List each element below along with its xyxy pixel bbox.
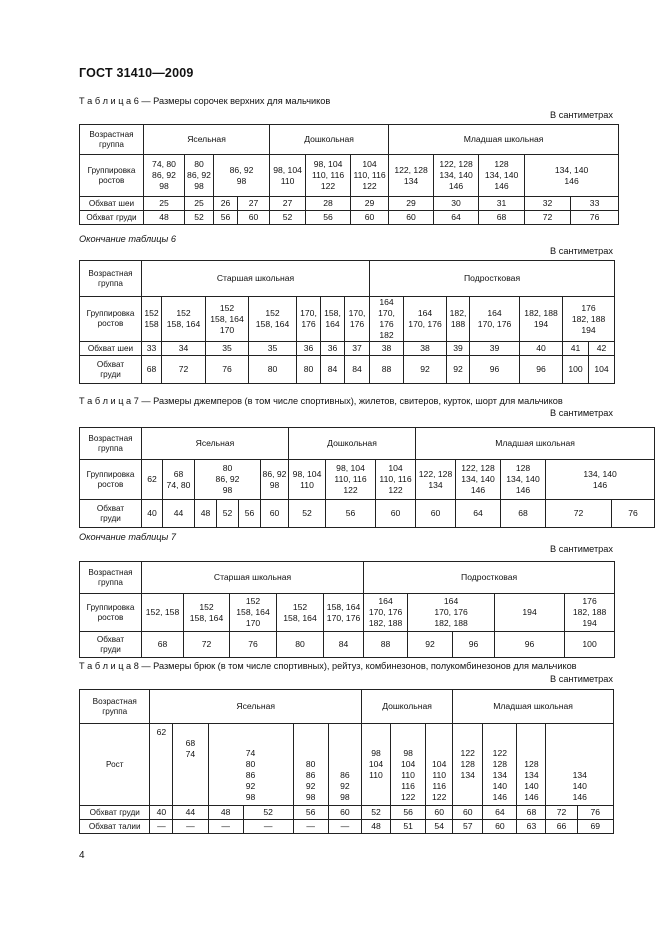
chest-cell: 56 xyxy=(293,806,328,820)
chest-cell: 100 xyxy=(565,632,615,658)
table7b-units: В сантиметрах xyxy=(550,544,613,554)
chest-cell: 44 xyxy=(173,806,208,820)
growth-cell: 164 170, 176 xyxy=(470,297,520,342)
age-group-preschool: Дошкольная xyxy=(361,690,452,724)
row-label-height: Рост xyxy=(80,724,150,806)
age-group-senior-school: Старшая школьная xyxy=(142,562,364,594)
chest-cell: 76 xyxy=(612,500,655,528)
table6b-row-neck xyxy=(80,342,615,356)
row-label-growth: Группировка ростов xyxy=(80,155,144,197)
table6b-row-age xyxy=(80,261,615,297)
chest-cell: 72 xyxy=(525,211,571,225)
table6-units: В сантиметрах xyxy=(550,110,613,120)
growth-cell: 176 182, 188 194 xyxy=(563,297,615,342)
chest-cell: 64 xyxy=(434,211,479,225)
row-label-growth: Группировка ростов xyxy=(80,297,142,342)
growth-cell: 122, 128 134, 140 146 xyxy=(434,155,479,197)
growth-cell: 80 86, 92 98 xyxy=(185,155,214,197)
table6b-units: В сантиметрах xyxy=(550,246,613,256)
chest-cell: 88 xyxy=(370,356,404,384)
chest-cell: 64 xyxy=(483,806,517,820)
growth-cell: 170, 176 xyxy=(345,297,370,342)
chest-cell: 68 xyxy=(501,500,546,528)
table7b-row-growth xyxy=(80,594,615,632)
growth-cell: 176 182, 188 194 xyxy=(565,594,615,632)
table8-caption: Т а б л и ц а 8 — Размеры брюк (в том числе спортивных), рейтуз, комбинезонов, полукомбинезонов для мальчиков xyxy=(79,661,577,671)
table6-row-chest xyxy=(80,211,619,225)
waist-cell: — xyxy=(173,820,208,834)
growth-cell: 158, 164 xyxy=(321,297,345,342)
table7-caption: Т а б л и ц а 7 — Размеры джемперов (в том числе спортивных), жилетов, свитеров, курток, шорт для мальчиков xyxy=(79,396,563,406)
neck-cell: 39 xyxy=(447,342,470,356)
chest-cell: 40 xyxy=(150,806,173,820)
neck-cell: 35 xyxy=(249,342,297,356)
chest-cell: 76 xyxy=(230,632,277,658)
waist-cell: 57 xyxy=(453,820,483,834)
table6b-row-growth xyxy=(80,297,615,342)
chest-cell: 96 xyxy=(495,632,565,658)
neck-cell: 29 xyxy=(389,197,434,211)
waist-cell: 69 xyxy=(577,820,613,834)
chest-cell: 52 xyxy=(243,806,293,820)
chest-cell: 60 xyxy=(351,211,389,225)
chest-cell: 60 xyxy=(389,211,434,225)
table8-row-chest xyxy=(80,806,614,820)
age-group-junior-school: Младшая школьная xyxy=(389,125,619,155)
chest-cell: 68 xyxy=(517,806,546,820)
age-group-senior-school: Старшая школьная xyxy=(142,261,370,297)
chest-cell: 40 xyxy=(142,500,163,528)
growth-cell: 134, 140 146 xyxy=(546,460,655,500)
chest-cell: 88 xyxy=(364,632,408,658)
age-group-junior-school: Младшая школьная xyxy=(453,690,614,724)
table7-row-age xyxy=(80,428,655,460)
neck-cell: 34 xyxy=(162,342,206,356)
age-group-teen: Подростковая xyxy=(370,261,615,297)
neck-cell: 35 xyxy=(206,342,249,356)
neck-cell: 41 xyxy=(563,342,589,356)
chest-cell: 60 xyxy=(261,500,289,528)
growth-cell: 152 158 xyxy=(142,297,162,342)
growth-cell: 98, 104 110 xyxy=(270,155,306,197)
neck-cell: 28 xyxy=(306,197,351,211)
growth-cell: 164 170, 176 182, 188 xyxy=(364,594,408,632)
row-label-waist: Обхват талии xyxy=(80,820,150,834)
row-label-age: Возрастная группа xyxy=(80,562,142,594)
waist-cell: 51 xyxy=(391,820,426,834)
height-cell: 98 104 110 xyxy=(361,724,390,806)
waist-cell: — xyxy=(328,820,361,834)
neck-cell: 42 xyxy=(589,342,615,356)
chest-cell: 48 xyxy=(144,211,185,225)
height-cell: 104 110 116 122 xyxy=(426,724,453,806)
growth-cell: 98, 104 110, 116 122 xyxy=(326,460,376,500)
growth-cell: 98, 104 110 xyxy=(289,460,326,500)
growth-cell: 182, 188 xyxy=(447,297,470,342)
growth-cell: 104 110, 116 122 xyxy=(376,460,416,500)
table6b-row-chest xyxy=(80,356,615,384)
growth-cell: 152 158, 164 xyxy=(249,297,297,342)
chest-cell: 72 xyxy=(546,500,612,528)
table8-row-height xyxy=(80,724,614,806)
row-label-chest: Обхват груди xyxy=(80,632,142,658)
chest-cell: 72 xyxy=(162,356,206,384)
waist-cell: 60 xyxy=(483,820,517,834)
row-label-chest: Обхват груди xyxy=(80,356,142,384)
growth-cell: 86, 92 98 xyxy=(261,460,289,500)
table6-row-growth xyxy=(80,155,619,197)
chest-cell: 52 xyxy=(289,500,326,528)
row-label-age: Возрастная группа xyxy=(80,690,150,724)
growth-cell: 74, 80 86, 92 98 xyxy=(144,155,185,197)
chest-cell: 96 xyxy=(453,632,495,658)
growth-cell: 152 158, 164 170 xyxy=(230,594,277,632)
growth-cell: 122, 128 134 xyxy=(416,460,456,500)
chest-cell: 84 xyxy=(321,356,345,384)
waist-cell: — xyxy=(208,820,243,834)
height-cell: 122 128 134 140 146 xyxy=(483,724,517,806)
waist-cell: 54 xyxy=(426,820,453,834)
neck-cell: 29 xyxy=(351,197,389,211)
chest-cell: 60 xyxy=(453,806,483,820)
chest-cell: 60 xyxy=(328,806,361,820)
growth-cell: 164 170, 176 182, 188 xyxy=(408,594,495,632)
age-group-nursery: Ясельная xyxy=(142,428,289,460)
age-group-nursery: Ясельная xyxy=(150,690,362,724)
row-label-chest: Обхват груди xyxy=(80,211,144,225)
row-label-age: Возрастная группа xyxy=(80,125,144,155)
chest-cell: 60 xyxy=(426,806,453,820)
growth-cell: 104 110, 116 122 xyxy=(351,155,389,197)
height-cell: 62 xyxy=(150,724,173,806)
growth-cell: 98, 104 110, 116 122 xyxy=(306,155,351,197)
neck-cell: 38 xyxy=(404,342,447,356)
table8 xyxy=(79,689,614,834)
neck-cell: 32 xyxy=(525,197,571,211)
row-label-growth: Группировка ростов xyxy=(80,460,142,500)
chest-cell: 44 xyxy=(163,500,195,528)
growth-cell: 164 170, 176 xyxy=(404,297,447,342)
neck-cell: 26 xyxy=(214,197,238,211)
height-cell: 80 86 92 98 xyxy=(293,724,328,806)
table6 xyxy=(79,124,619,225)
growth-cell: 182, 188 194 xyxy=(520,297,563,342)
waist-cell: 48 xyxy=(361,820,390,834)
growth-cell: 68 74, 80 xyxy=(163,460,195,500)
chest-cell: 68 xyxy=(142,356,162,384)
growth-cell: 152, 158 xyxy=(142,594,184,632)
chest-cell: 92 xyxy=(447,356,470,384)
height-cell: 86 92 98 xyxy=(328,724,361,806)
table7 xyxy=(79,427,655,528)
table6-caption: Т а б л и ц а 6 — Размеры сорочек верхних для мальчиков xyxy=(79,96,331,106)
neck-cell: 36 xyxy=(321,342,345,356)
growth-cell: 122, 128 134, 140 146 xyxy=(456,460,501,500)
table7b xyxy=(79,561,615,658)
growth-cell: 122, 128 134 xyxy=(389,155,434,197)
neck-cell: 33 xyxy=(142,342,162,356)
chest-cell: 60 xyxy=(376,500,416,528)
table8-units: В сантиметрах xyxy=(550,674,613,684)
height-cell: 68 74 xyxy=(173,724,208,806)
waist-cell: — xyxy=(293,820,328,834)
row-label-neck: Обхват шеи xyxy=(80,342,142,356)
neck-cell: 33 xyxy=(571,197,619,211)
neck-cell: 36 xyxy=(297,342,321,356)
growth-cell: 128 134, 140 146 xyxy=(479,155,525,197)
row-label-age: Возрастная группа xyxy=(80,428,142,460)
neck-cell: 39 xyxy=(470,342,520,356)
chest-cell: 80 xyxy=(297,356,321,384)
chest-cell: 96 xyxy=(470,356,520,384)
neck-cell: 27 xyxy=(270,197,306,211)
growth-cell: 170, 176 xyxy=(297,297,321,342)
growth-cell: 152 158, 164 xyxy=(162,297,206,342)
chest-cell: 84 xyxy=(345,356,370,384)
growth-cell: 62 xyxy=(142,460,163,500)
table7-row-growth xyxy=(80,460,655,500)
chest-cell: 68 xyxy=(479,211,525,225)
table8-row-age xyxy=(80,690,614,724)
table7b-row-age xyxy=(80,562,615,594)
row-label-growth: Группировка ростов xyxy=(80,594,142,632)
chest-cell: 56 xyxy=(391,806,426,820)
row-label-chest: Обхват груди xyxy=(80,500,142,528)
waist-cell: 63 xyxy=(517,820,546,834)
growth-cell: 152 158, 164 xyxy=(277,594,324,632)
neck-cell: 25 xyxy=(185,197,214,211)
age-group-teen: Подростковая xyxy=(364,562,615,594)
chest-cell: 76 xyxy=(571,211,619,225)
chest-cell: 52 xyxy=(270,211,306,225)
growth-cell: 80 86, 92 98 xyxy=(195,460,261,500)
table7b-row-chest xyxy=(80,632,615,658)
table6b xyxy=(79,260,615,384)
neck-cell: 37 xyxy=(345,342,370,356)
chest-cell: 56 xyxy=(326,500,376,528)
chest-cell: 52 xyxy=(185,211,214,225)
growth-cell: 152 158, 164 170 xyxy=(206,297,249,342)
chest-cell: 96 xyxy=(520,356,563,384)
growth-cell: 158, 164 170, 176 xyxy=(324,594,364,632)
table8-row-waist xyxy=(80,820,614,834)
waist-cell: — xyxy=(243,820,293,834)
chest-cell: 76 xyxy=(206,356,249,384)
age-group-preschool: Дошкольная xyxy=(289,428,416,460)
chest-cell: 52 xyxy=(361,806,390,820)
neck-cell: 40 xyxy=(520,342,563,356)
chest-cell: 56 xyxy=(306,211,351,225)
table7b-caption: Окончание таблицы 7 xyxy=(79,532,176,542)
growth-cell: 86, 92 98 xyxy=(214,155,270,197)
chest-cell: 48 xyxy=(195,500,217,528)
height-cell: 134 140 146 xyxy=(546,724,614,806)
row-label-chest: Обхват груди xyxy=(80,806,150,820)
age-group-nursery: Ясельная xyxy=(144,125,270,155)
neck-cell: 27 xyxy=(238,197,270,211)
age-group-preschool: Дошкольная xyxy=(270,125,389,155)
page-number: 4 xyxy=(79,850,85,861)
table6-row-neck xyxy=(80,197,619,211)
chest-cell: 60 xyxy=(238,211,270,225)
chest-cell: 68 xyxy=(142,632,184,658)
neck-cell: 25 xyxy=(144,197,185,211)
table7-units: В сантиметрах xyxy=(550,408,613,418)
chest-cell: 80 xyxy=(249,356,297,384)
chest-cell: 60 xyxy=(416,500,456,528)
table6-row-age xyxy=(80,125,619,155)
age-group-junior-school: Младшая школьная xyxy=(416,428,655,460)
height-cell: 128 134 140 146 xyxy=(517,724,546,806)
chest-cell: 92 xyxy=(408,632,453,658)
table6b-caption: Окончание таблицы 6 xyxy=(79,234,176,244)
chest-cell: 92 xyxy=(404,356,447,384)
chest-cell: 64 xyxy=(456,500,501,528)
chest-cell: 72 xyxy=(184,632,230,658)
height-cell: 74 80 86 92 98 xyxy=(208,724,293,806)
chest-cell: 72 xyxy=(546,806,577,820)
row-label-age: Возрастная группа xyxy=(80,261,142,297)
neck-cell: 38 xyxy=(370,342,404,356)
neck-cell: 30 xyxy=(434,197,479,211)
neck-cell: 31 xyxy=(479,197,525,211)
table7-row-chest xyxy=(80,500,655,528)
growth-cell: 194 xyxy=(495,594,565,632)
chest-cell: 56 xyxy=(239,500,261,528)
chest-cell: 52 xyxy=(217,500,239,528)
height-cell: 122 128 134 xyxy=(453,724,483,806)
chest-cell: 100 xyxy=(563,356,589,384)
chest-cell: 104 xyxy=(589,356,615,384)
document-header: ГОСТ 31410—2009 xyxy=(79,66,194,80)
chest-cell: 80 xyxy=(277,632,324,658)
waist-cell: — xyxy=(150,820,173,834)
growth-cell: 152 158, 164 xyxy=(184,594,230,632)
chest-cell: 48 xyxy=(208,806,243,820)
growth-cell: 134, 140 146 xyxy=(525,155,619,197)
growth-cell: 164 170, 176 182 xyxy=(370,297,404,342)
height-cell: 98 104 110 116 122 xyxy=(391,724,426,806)
chest-cell: 56 xyxy=(214,211,238,225)
row-label-neck: Обхват шеи xyxy=(80,197,144,211)
chest-cell: 84 xyxy=(324,632,364,658)
waist-cell: 66 xyxy=(546,820,577,834)
growth-cell: 128 134, 140 146 xyxy=(501,460,546,500)
chest-cell: 76 xyxy=(577,806,613,820)
